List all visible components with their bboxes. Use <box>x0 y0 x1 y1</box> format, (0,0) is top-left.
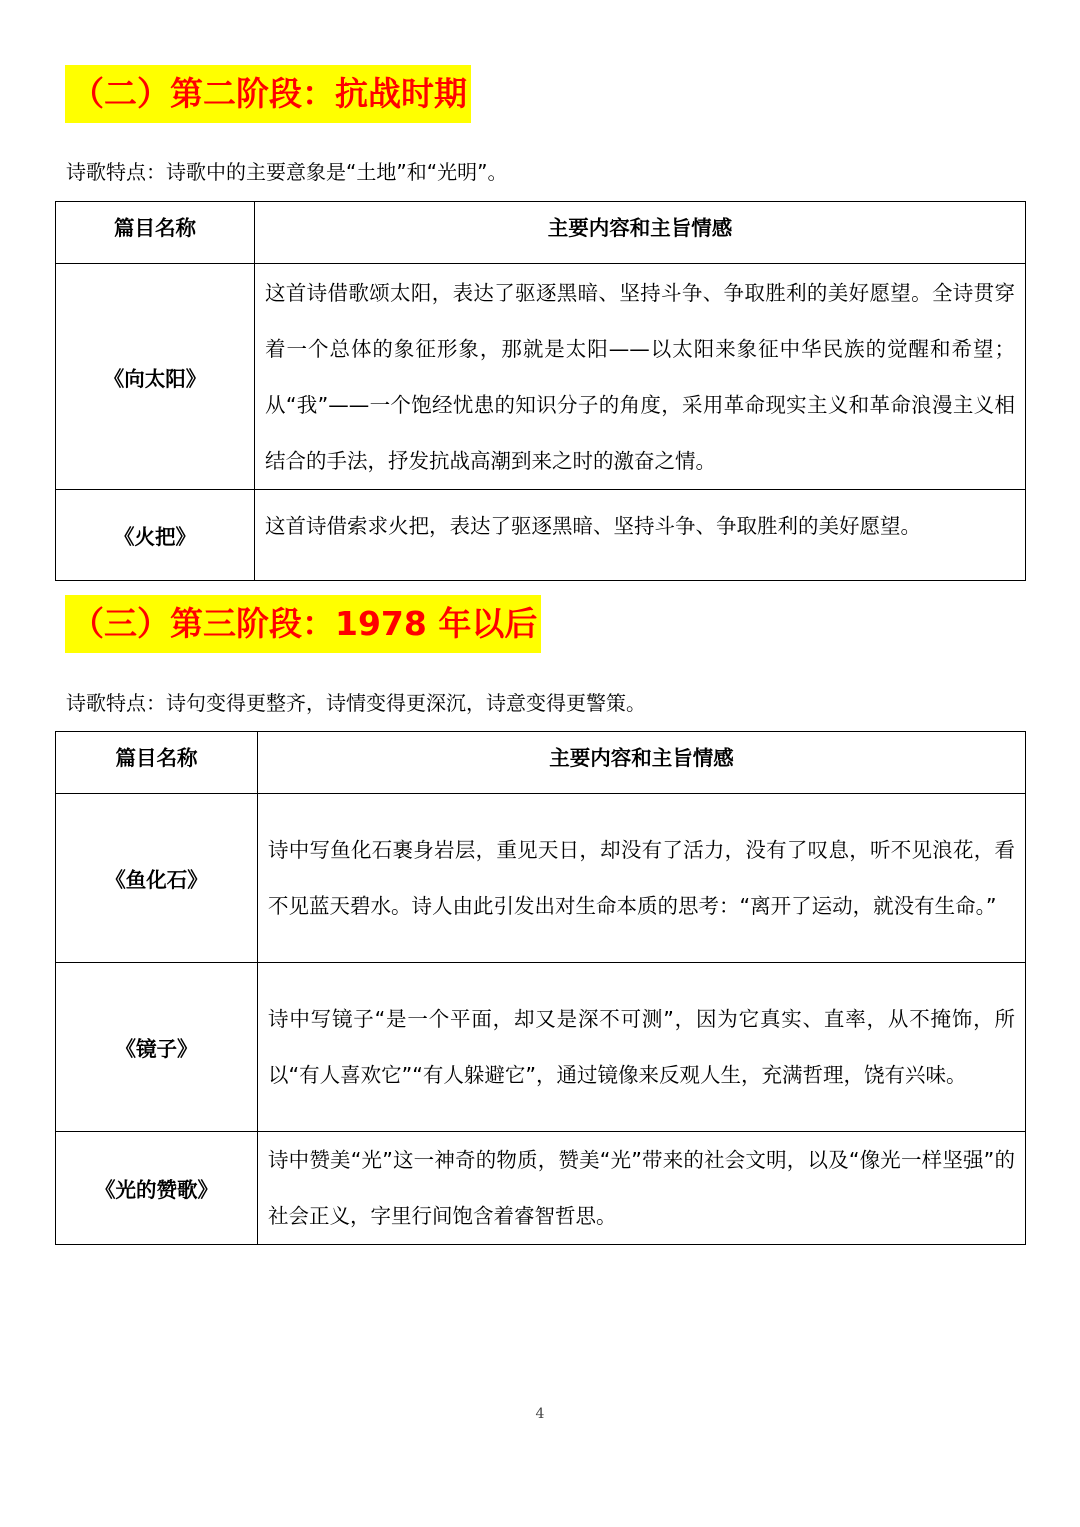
column-header-content: 主要内容和主旨情感 <box>255 202 1026 264</box>
table-header-row <box>56 202 1026 264</box>
poem-title: 《火把》 <box>56 490 255 581</box>
table-row <box>56 963 1026 1132</box>
section-heading-3: （三）第三阶段：1978 年以后 <box>65 595 541 653</box>
table-row <box>56 264 1026 490</box>
poem-table-3 <box>55 731 1026 1245</box>
poem-content: 这首诗借索求火把，表达了驱逐黑暗、坚持斗争、争取胜利的美好愿望。 <box>255 490 1026 581</box>
column-header-title: 篇目名称 <box>56 202 255 264</box>
column-header-content: 主要内容和主旨情感 <box>258 732 1026 794</box>
poem-content: 这首诗借歌颂太阳，表达了驱逐黑暗、坚持斗争、争取胜利的美好愿望。全诗贯穿着一个总体的象征形象，那就是太阳——以太阳来象征中华民族的觉醒和希望；从“我”——一个饱经忧患的知识分子的角度，采用革命现实主义和革命浪漫主义相结合的手法，抒发抗战高潮到来之时的激奋之情。 <box>255 264 1026 490</box>
poem-content: 诗中赞美“光”这一神奇的物质，赞美“光”带来的社会文明，以及“像光一样坚强”的社会正义，字里行间饱含着睿智哲思。 <box>258 1132 1026 1245</box>
column-header-title: 篇目名称 <box>56 732 258 794</box>
table-row <box>56 490 1026 581</box>
poem-title: 《光的赞歌》 <box>56 1132 258 1245</box>
table-row <box>56 794 1026 963</box>
poem-title: 《向太阳》 <box>56 264 255 490</box>
poem-title: 《鱼化石》 <box>56 794 258 963</box>
page-number: 4 <box>535 1406 545 1422</box>
section-heading-2: （二）第二阶段：抗战时期 <box>65 65 471 123</box>
poem-table-2 <box>55 201 1026 581</box>
poem-features-3: 诗歌特点：诗句变得更整齐，诗情变得更深沉，诗意变得更警策。 <box>66 691 646 715</box>
table-header-row <box>56 732 1026 794</box>
table-row <box>56 1132 1026 1245</box>
poem-title: 《镜子》 <box>56 963 258 1132</box>
poem-features-2: 诗歌特点：诗歌中的主要意象是“土地”和“光明”。 <box>66 160 508 184</box>
poem-content: 诗中写鱼化石裹身岩层，重见天日，却没有了活力，没有了叹息，听不见浪花，看不见蓝天碧水。诗人由此引发出对生命本质的思考：“离开了运动，就没有生命。” <box>258 794 1026 963</box>
poem-content: 诗中写镜子“是一个平面，却又是深不可测”，因为它真实、直率，从不掩饰，所以“有人喜欢它”“有人躲避它”，通过镜像来反观人生，充满哲理，饶有兴味。 <box>258 963 1026 1132</box>
